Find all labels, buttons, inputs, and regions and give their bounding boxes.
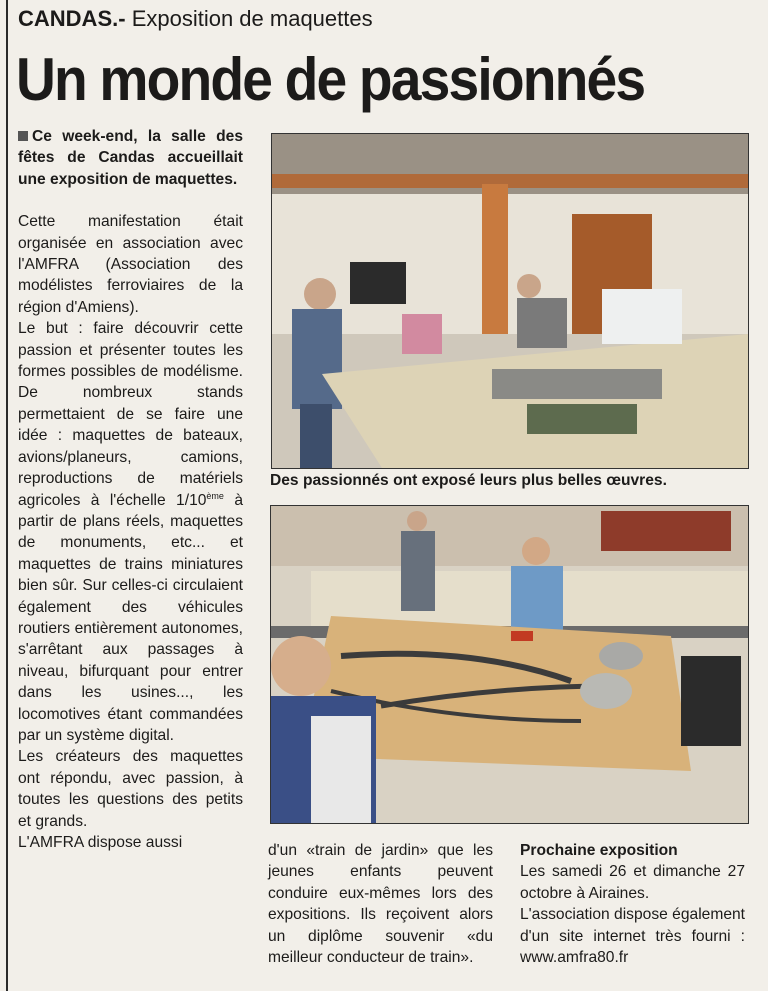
paragraph-4-start: L'AMFRA dispose aussi — [18, 834, 183, 851]
info-box-website: L'association dispose également d'un site internet très fourni : www.amfra80.fr — [520, 906, 745, 967]
bullet-square-icon — [18, 131, 28, 141]
headline: Un monde de passionnés — [16, 46, 645, 113]
paragraph-2 — [18, 318, 243, 746]
photo-model-train — [270, 505, 749, 824]
lead-paragraph — [18, 126, 243, 190]
info-box-heading: Prochaine exposition — [520, 842, 678, 859]
info-box-dates: Les samedi 26 et dimanche 27 octobre à Airaines. — [520, 863, 745, 902]
kicker-place: CANDAS.- — [18, 6, 126, 31]
lead-text: Ce week-end, la salle des fêtes de Candas accueillait une exposition de maquettes. — [18, 128, 243, 188]
photo-caption: Des passionnés ont exposé leurs plus belles œuvres. — [270, 472, 667, 489]
kicker-topic: Exposition de maquettes — [131, 6, 373, 31]
superscript: ème — [206, 490, 224, 501]
photo-model-train-image — [271, 506, 748, 823]
paragraph-4-continued: d'un «train de jardin» que les jeunes enfants peuvent conduire eux-mêmes lors des expositions. Ils reçoivent alors un diplôme souvenir «du meilleur conducteur de train». — [268, 842, 493, 967]
photo-exhibition-hall-image — [272, 134, 748, 468]
kicker — [18, 6, 373, 32]
paragraph-3: Les créateurs des maquettes ont répondu, avec passion, à toutes les questions des petits et grands. — [18, 748, 243, 830]
paragraph-1: Cette manifestation était organisée en association avec l'AMFRA (Association des modélistes ferroviaires de la région d'Amiens). — [18, 213, 243, 316]
photo-exhibition-hall — [271, 133, 749, 469]
paragraph-2-text-b: à partir de plans réels, maquettes de monuments, etc... et maquettes de trains miniatures bien sûr. Sur celles-ci circulaient également des véhicules routiers entièrement autonomes, s'arrêtant aux passages à niveau, bifurquant pour entrer dans les usines..., les locomotives étant commandées par un système digital. — [18, 491, 243, 744]
column-rule — [6, 0, 8, 991]
text-column-1 — [18, 126, 243, 853]
text-column-2 — [268, 840, 493, 968]
paragraph-2-text-a: Le but : faire découvrir cette passion et présenter toutes les formes possibles de modélisme. De nombreux stands permettaient de se faire une idée : maquettes de bateaux, avions/planeurs, camions, reproductions de matériels agricoles à l'échelle 1/10 — [18, 320, 243, 509]
info-box — [520, 840, 745, 968]
